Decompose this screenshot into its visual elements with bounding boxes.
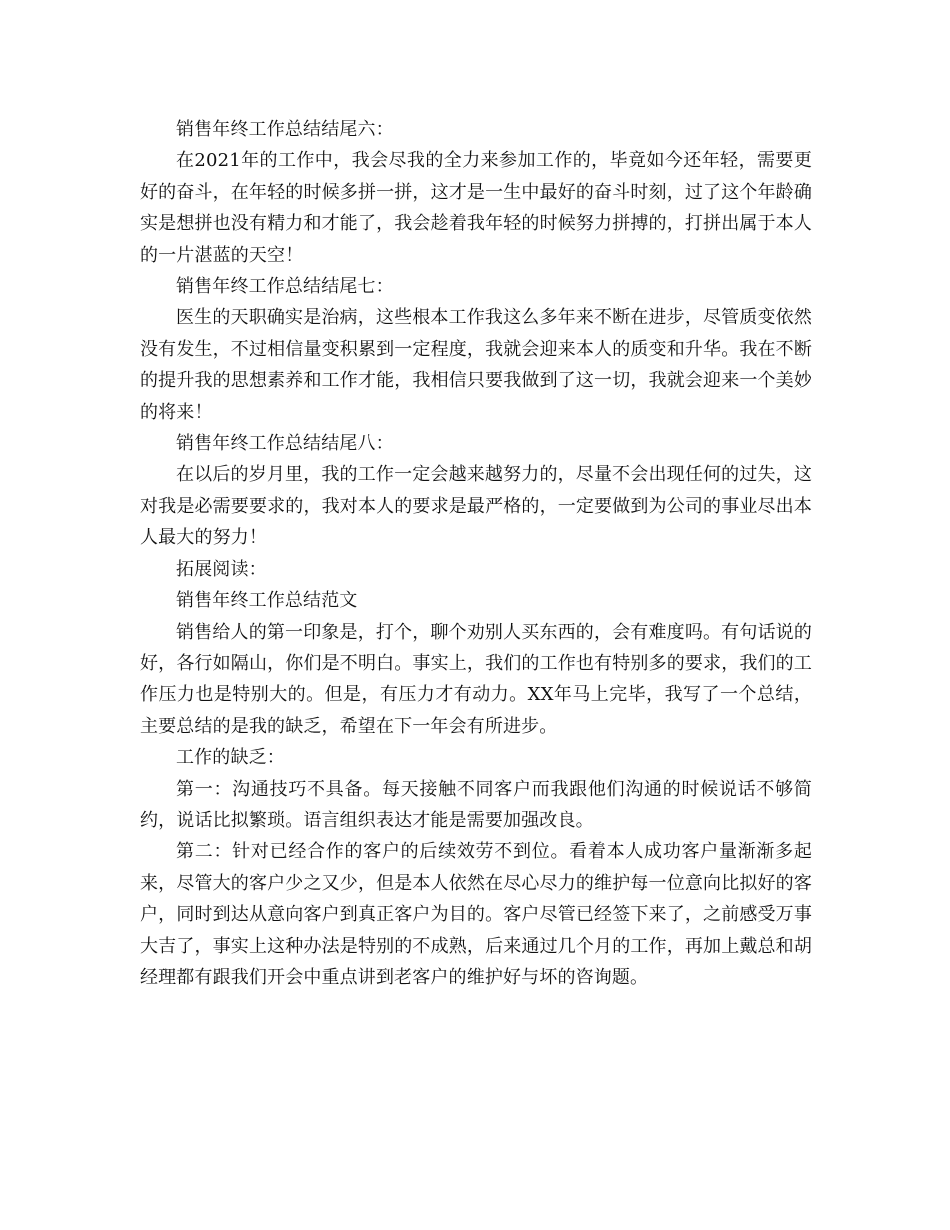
extended-reading-label: 拓展阅读： — [176, 558, 267, 580]
section-heading-7: 销售年终工作总结结尾七： — [176, 276, 394, 298]
paragraph-first-point: 第一：沟通技巧不具备。每天接触不同客户而我跟他们沟通的时候说话不够简约，说话比拟繁琐。语言组织表达才能是需要加强改良。 — [140, 778, 812, 831]
section-heading-6: 销售年终工作总结结尾六： — [176, 119, 394, 140]
shortcomings-heading: 工作的缺乏： — [176, 747, 285, 769]
paragraph-closing-7: 医生的天职确实是治病，这些根本工作我这么多年来不断在进步，尽管质变依然没有发生，不过相信量变积累到一定程度，我就会迎来本人的质变和升华。我在不断的提升我的思想素养和工作才能，我相信只要我做到了这一切，我就会迎来一个美妙的将来！ — [140, 307, 812, 423]
section-heading-8: 销售年终工作总结结尾八： — [176, 433, 394, 455]
paragraph-second-point: 第二：针对已经合作的客户的后续效劳不到位。看着本人成功客户量渐渐多起来，尽管大的客户少之又少，但是本人依然在尽心尽力的维护每一位意向比拟好的客户，同时到达从意向客户到真正客户为目的。客户尽管已经签下来了，之前感受万事大吉了，事实上这种办法是特别的不成熟，后来通过几个月的工作，再加上戴总和胡经理都有跟我们开会中重点讲到老客户的维护好与坏的咨询题。 — [140, 841, 812, 988]
paragraph-closing-6: 在2021年的工作中，我会尽我的全力来参加工作的，毕竟如今还年轻，需要更好的奋斗，在年轻的时候多拼一拼，这才是一生中最好的奋斗时刻，过了这个年龄确实是想拼也没有精力和才能了，我会趁着我年轻的时候努力拼搏的，打拼出属于本人的一片湛蓝的天空！ — [140, 150, 812, 266]
paragraph-closing-8: 在以后的岁月里，我的工作一定会越来越努力的，尽量不会出现任何的过失，这对我是必需要要求的，我对本人的要求是最严格的，一定要做到为公司的事业尽出本人最大的努力！ — [140, 464, 812, 549]
document-body — [140, 114, 812, 993]
paragraph-intro: 销售给人的第一印象是，打个，聊个劝别人买东西的，会有难度吗。有句话说的好，各行如隔山，你们是不明白。事实上，我们的工作也有特别多的要求，我们的工作压力也是特别大的。但是，有压力才有动力。XX年马上完毕，我写了一个总结，主要总结的是我的缺乏，希望在下一年会有所进步。 — [140, 621, 812, 737]
sample-essay-title: 销售年终工作总结范文 — [176, 590, 358, 612]
